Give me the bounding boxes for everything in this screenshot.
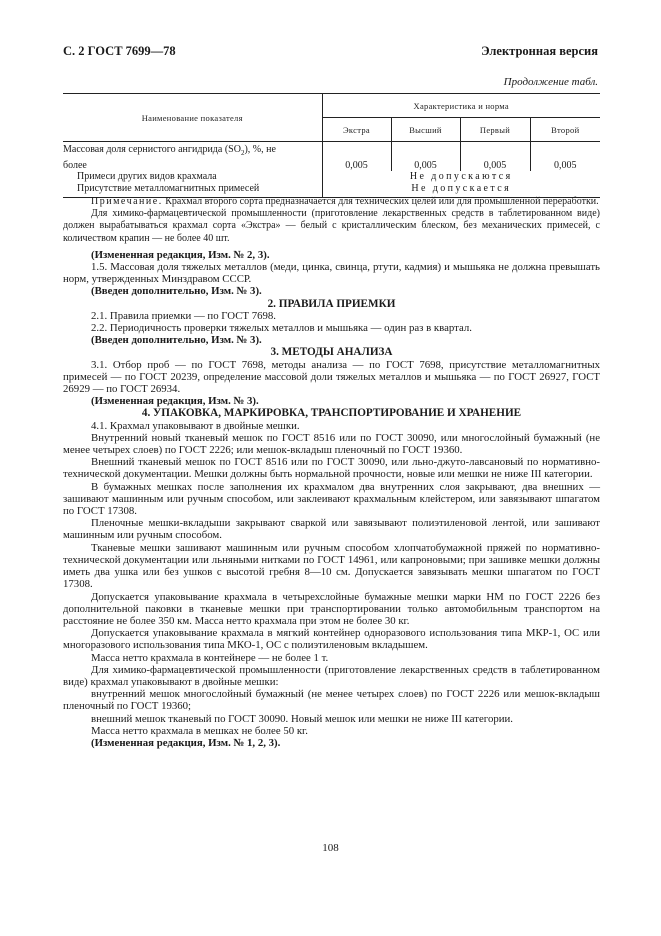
- paragraph: внутренний мешок многослойный бумажный (не менее четырех слоев) по ГОСТ 2226 или мешок-вкладыш пленочный по ГОСТ 19360;: [63, 688, 600, 713]
- header-version: Электронная версия: [481, 44, 598, 58]
- table-note: Примечание. Крахмал второго сорта предназначается для технических целей или для промышленной переработки.: [91, 196, 599, 207]
- section-title-2: 2. ПРАВИЛА ПРИЕМКИ: [267, 297, 396, 310]
- amendment-note: (Введен дополнительно, Изм. № 3).: [91, 334, 262, 347]
- table-header-indicator: Наименование показателя: [63, 94, 322, 142]
- table-cell-value: 0,005: [391, 142, 460, 172]
- note-label: Примечание.: [91, 196, 163, 207]
- table-cell-value: 0,005: [460, 142, 530, 172]
- paragraph: Допускается упаковывание крахмала в мягкий контейнер одноразового использования типа МКР-1, ОС или многоразового использования типа МКО-1, ОС с полиэтиленовым вкладышем.: [63, 627, 600, 652]
- section-title-4: 4. УПАКОВКА, МАРКИРОВКА, ТРАНСПОРТИРОВАНИЕ И ХРАНЕНИЕ: [141, 407, 522, 420]
- table-cell-value: 0,005: [554, 160, 577, 171]
- paragraph: Пленочные мешки-вкладыши закрывают сваркой или завязывают полиэтиленовой лентой, или зашивают машинным или ручным способом.: [63, 517, 600, 542]
- pharma-note: Для химико-фармацевтической промышленности (приготовление лекарственных средств в таблетированном виде) должен вырабатываться крахмал сорта «Экстра» — белый с кристаллическим блеском, без механических примесей, с количеством крапин — не более 40 шт.: [63, 208, 600, 244]
- table-row: [63, 171, 600, 183]
- paragraph: Внешний тканевый мешок по ГОСТ 8516 или по ГОСТ 30090, или льно-джуто-лавсановый по нормативно-технической документации. Мешки должны быть нормальной прочности, новые или мешки не ниже III категории.: [63, 456, 600, 481]
- paragraph: Для химико-фармацевтической промышленности (приготовление лекарственных средств в таблетированном виде) крахмал упаковывают в двойные мешки:: [63, 663, 600, 688]
- table-header-col-highest: Высший: [391, 118, 460, 142]
- paragraph: Масса нетто крахмала в контейнере — не более 1 т.: [91, 651, 329, 664]
- table-cell-value: 0,005: [322, 142, 391, 172]
- paragraph-2-2: 2.2. Периодичность проверки тяжелых металлов и мышьяка — один раз в квартал.: [91, 322, 472, 335]
- table-header-group: Характеристика и норма: [322, 94, 600, 118]
- paragraph-4-1: 4.1. Крахмал упаковывают в двойные мешки.: [91, 419, 300, 432]
- amendment-note: (Измененная редакция, Изм. № 2, 3).: [91, 248, 270, 261]
- amendment-note: (Измененная редакция, Изм. № 3).: [91, 395, 259, 408]
- header-document-code: С. 2 ГОСТ 7699—78: [63, 44, 176, 58]
- paragraph: Масса нетто крахмала в мешках не более 50 кг.: [91, 724, 308, 737]
- table-row: [63, 142, 600, 172]
- paragraph: Внутренний новый тканевый мешок по ГОСТ 8516 или по ГОСТ 30090, или многослойный бумажный (не менее четырех слоев) по ГОСТ 2226; или мешок-вкладыш пленочный по ГОСТ 19360.: [63, 431, 600, 457]
- page-number: 108: [322, 842, 339, 854]
- paragraph-3-1: 3.1. Отбор проб — по ГОСТ 7698, методы анализа — по ГОСТ 7698, присутствие металломагнитных примесей — по ГОСТ 20239, определение массовой доли тяжелых металлов и мышьяка — по ГОСТ 26927, ГОСТ 26929 — по ГОСТ 26934.: [63, 358, 600, 396]
- paragraph: внешний мешок тканевый по ГОСТ 30090. Новый мешок или мешки не ниже III категории.: [91, 712, 514, 725]
- table-cell-name: Массовая доля сернистого ангидрида $(SO_2)$, %, не более: [63, 142, 322, 172]
- table-cell-name: Присутствие металломагнитных примесей: [63, 183, 322, 198]
- table-cell-merged: Не допускается: [322, 183, 600, 198]
- paragraph: Допускается упаковывание крахмала в четырехслойные бумажные мешки марки НМ по ГОСТ 2226 без дополнительной паковки в тканевые мешки при транспортировании только автомобильным транспортом на расстояние не более 350 км. Масса нетто крахмала при этом не более 30 кг.: [63, 590, 600, 627]
- paragraph-1-5: 1.5. Массовая доля тяжелых металлов (меди, цинка, свинца, ртути, кадмия) и мышьяка не должна превышать норм, утвержденных Минздравом СССР.: [63, 261, 600, 286]
- amendment-note: (Введен дополнительно, Изм. № 3).: [91, 285, 262, 298]
- paragraph-2-1: 2.1. Правила приемки — по ГОСТ 7698.: [91, 309, 277, 322]
- table-header-col-first: Первый: [460, 118, 530, 142]
- table-cell-merged: Не допускаются: [409, 171, 513, 183]
- paragraph: Тканевые мешки зашивают машинным или ручным способом хлопчатобумажной пряжей по нормативно-технической документации или льняными нитками по ГОСТ 14961, или капроновыми; при зашивке мешки должны иметь два ушка или без ушков с высотой гребня 8—10 см. Допускается завязывать мешки шпагатом по ГОСТ 17308.: [63, 541, 600, 591]
- paragraph: В бумажных мешках после заполнения их крахмалом два внутренних слоя закрывают, два внешних — зашивают машинным или ручным способом, или заклеивают крахмальным клейстером, или завязывают шпагатом по ГОСТ 17308.: [63, 480, 600, 518]
- amendment-note: (Измененная редакция, Изм. № 1, 2, 3).: [91, 736, 281, 749]
- document-body: [63, 196, 600, 749]
- characteristics-table: [63, 93, 600, 198]
- table-header-col-second: Второй: [530, 118, 600, 142]
- section-title-3: 3. МЕТОДЫ АНАЛИЗА: [270, 346, 393, 359]
- table-cell-name: Примеси других видов крахмала: [63, 171, 322, 183]
- table-continuation-label: Продолжение табл.: [503, 76, 598, 88]
- table-header-col-extra: Экстра: [322, 118, 391, 142]
